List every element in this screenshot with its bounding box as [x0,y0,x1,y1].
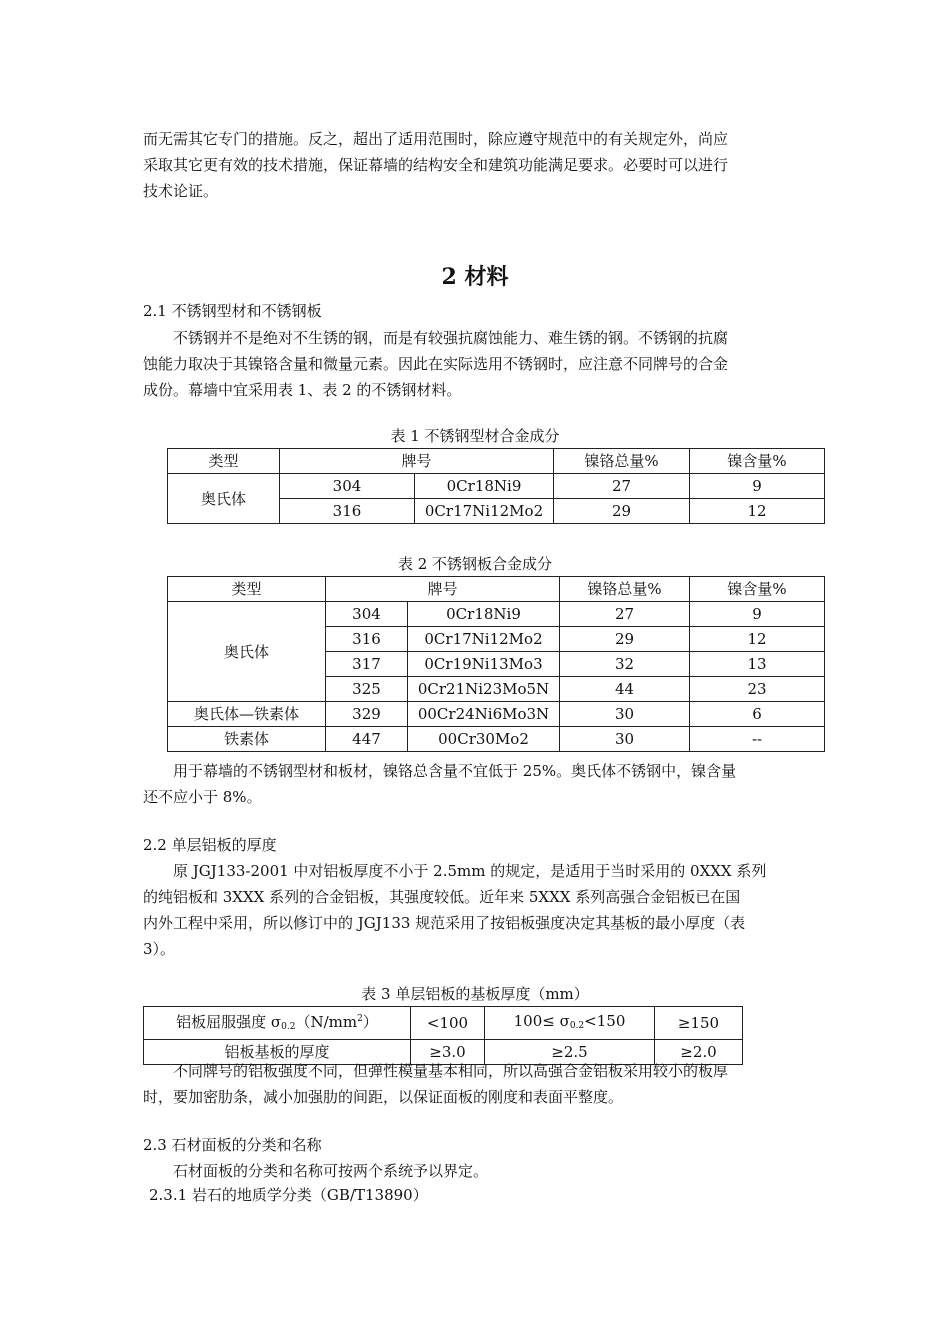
grade-code: 447 [326,727,408,752]
nicr-value: 27 [554,474,690,499]
grade-code: 304 [326,602,408,627]
thickness-label: 铝板基板的厚度 [144,1040,411,1065]
header-type: 类型 [168,577,326,602]
nicr-value: 29 [560,627,690,652]
grade-code: 317 [326,652,408,677]
table-row [168,702,825,727]
grade-code: 316 [326,627,408,652]
thickness-value-3: ≥2.0 [655,1040,743,1065]
yield-strength-label: 铝板屈服强度 $\sigma_{0.2}(N/mm^2)$ [144,1007,411,1040]
s22-line-2: 的纯铝板和 3XXX 系列的合金铝板，其强度较低。近年来 5XXX 系列高强合金铝板已在国 [143,888,741,906]
table-row [168,474,825,499]
header-nicr: 镍铬总量% [560,577,690,602]
ni-value: 13 [690,652,825,677]
grade-code: 304 [280,474,415,499]
ni-value: 9 [690,474,825,499]
grade-name: 0Cr18Ni9 [408,602,560,627]
table3-caption: 表 3 单层铝板的基板厚度（mm） [361,985,589,1003]
section-2-3-1-heading: 2.3.1 岩石的地质学分类（GB/T13890） [149,1186,428,1204]
grade-name: 0Cr19Ni13Mo3 [408,652,560,677]
ni-value: 12 [690,627,825,652]
ni-value: -- [690,727,825,752]
grade-name: 0Cr21Ni23Mo5N [408,677,560,702]
thickness-value-1: ≥3.0 [411,1040,485,1065]
intro-line-3: 技术论证。 [143,182,219,200]
strength-range-3: ≥150 [655,1007,743,1040]
s22-line-3: 内外工程中采用，所以修订中的 JGJ133 规范采用了按铝板强度决定其基板的最小厚度（表 [143,914,746,932]
chapter-title: 2 材料 [441,264,509,290]
table-row [168,602,825,627]
grade-code: 329 [326,702,408,727]
grade-name: 00Cr30Mo2 [408,727,560,752]
section-2-3-heading: 2.3 石材面板的分类和名称 [143,1136,322,1154]
table1-caption: 表 1 不锈钢型材合金成分 [390,427,560,445]
header-grade: 牌号 [326,577,560,602]
grade-code: 325 [326,677,408,702]
s22-line-4: 3）。 [143,940,176,958]
table1 [167,448,825,524]
header-ni: 镍含量% [690,449,825,474]
ni-value: 6 [690,702,825,727]
strength-range-1: <100 [411,1007,485,1040]
header-nicr: 镍铬总量% [554,449,690,474]
header-type: 类型 [168,449,280,474]
grade-code: 316 [280,499,415,524]
nicr-value: 30 [560,727,690,752]
s21-line-1: 不锈钢并不是绝对不生锈的钢，而是有较强抗腐蚀能力、难生锈的钢。不锈钢的抗腐 [173,329,729,347]
after-t2-line-2: 还不应小于 8%。 [143,788,262,806]
group-cell: 铁素体 [168,727,326,752]
s22-line-1: 原 JGJ133-2001 中对铝板厚度不小于 2.5mm 的规定，是适用于当时采用的 0XXX 系列 [173,862,767,880]
s21-line-2: 蚀能力取决于其镍铬含量和微量元素。因此在实际选用不锈钢时，应注意不同牌号的合金 [143,355,729,373]
grade-name: 0Cr17Ni12Mo2 [408,627,560,652]
ni-value: 9 [690,602,825,627]
thickness-value-2: ≥2.5 [485,1040,655,1065]
grade-name: 0Cr18Ni9 [415,474,554,499]
table2-caption: 表 2 不锈钢板合金成分 [397,555,553,573]
table3 [143,1006,743,1065]
table-row [168,449,825,474]
s23-line-1: 石材面板的分类和名称可按两个系统予以界定。 [173,1162,489,1180]
group-cell: 奥氏体—铁素体 [168,702,326,727]
after-t3-line-2: 时，要加密肋条，减小加强肋的间距，以保证面板的刚度和表面平整度。 [143,1088,624,1106]
table-row [144,1007,743,1040]
ni-value: 12 [690,499,825,524]
group-cell: 奥氏体 [168,602,326,702]
nicr-value: 32 [560,652,690,677]
grade-name: 0Cr17Ni12Mo2 [415,499,554,524]
intro-line-1: 而无需其它专门的措施。反之，超出了适用范围时，除应遵守规范中的有关规定外，尚应 [143,130,729,148]
intro-line-2: 采取其它更有效的技术措施，保证幕墙的结构安全和建筑功能满足要求。必要时可以进行 [143,156,729,174]
nicr-value: 27 [560,602,690,627]
header-ni: 镍含量% [690,577,825,602]
group-cell: 奥氏体 [168,474,280,524]
ni-value: 23 [690,677,825,702]
grade-name: 00Cr24Ni6Mo3N [408,702,560,727]
s21-line-3: 成份。幕墙中宜采用表 1、表 2 的不锈钢材料。 [143,381,462,399]
nicr-value: 44 [560,677,690,702]
header-grade: 牌号 [280,449,554,474]
nicr-value: 30 [560,702,690,727]
table-row [168,727,825,752]
strength-range-2: $100\le \sigma_{0.2}<150$ [485,1007,655,1040]
table2 [167,576,825,752]
table-row [168,577,825,602]
nicr-value: 29 [554,499,690,524]
section-2-1-heading: 2.1 不锈钢型材和不锈钢板 [143,302,322,320]
section-2-2-heading: 2.2 单层铝板的厚度 [143,836,277,854]
after-t3-line-1: 不同牌号的铝板强度不同，但弹性模量基本相同，所以高强合金铝板采用较小的板厚 [173,1062,729,1080]
after-t2-line-1: 用于幕墙的不锈钢型材和板材，镍铬总含量不宜低于 25%。奥氏体不锈钢中，镍含量 [173,762,737,780]
